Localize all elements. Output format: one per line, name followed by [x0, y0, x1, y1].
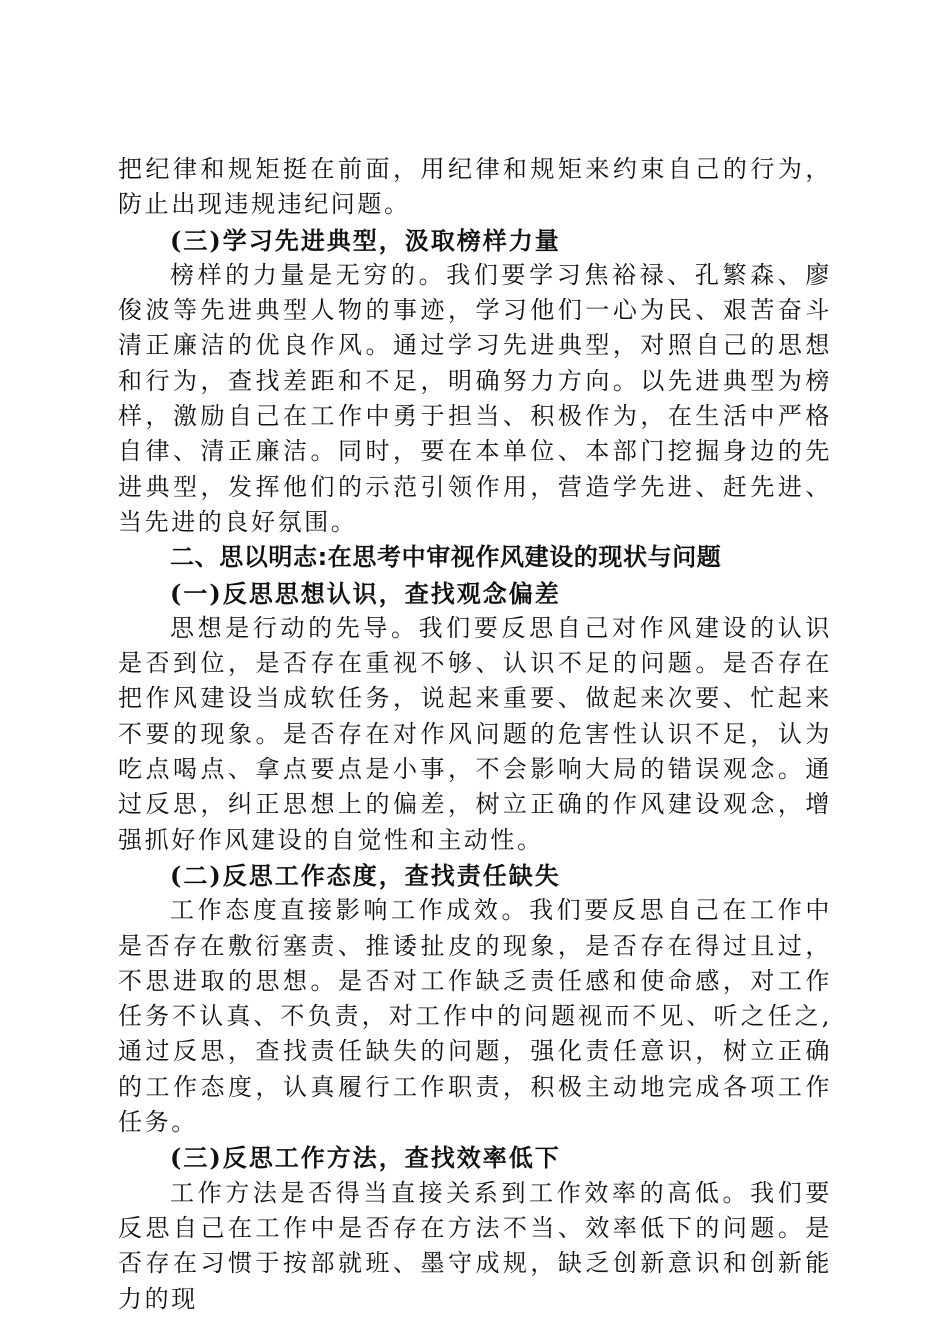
body-paragraph: 工作态度直接影响工作成效。我们要反思自己在工作中是否存在敷衍塞责、推诿扯皮的现象，是否存在得过且过，不思进取的思想。是否对工作缺乏责任感和使命感，对工作任务不认真、不负责，对工作中的问题视而不见、听之任之,通过反思，查找责任缺失的问题，强化责任意识，树立正确的工作态度，认真履行工作职责，积极主动地完成各项工作任务。	[118, 896, 832, 1137]
body-paragraph: 工作方法是否得当直接关系到工作效率的高低。我们要反思自己在工作中是否存在方法不当、效率低下的问题。是否存在习惯于按部就班、墨守成规，缺乏创新意识和创新能力的现	[118, 1178, 832, 1313]
section-subheading: (一)反思思想认识，查找观念偏差	[170, 578, 561, 608]
body-paragraph: 思想是行动的先导。我们要反思自己对作风建设的认识是否到位，是否存在重视不够、认识不足的问题。是否存在把作风建设当成软任务，说起来重要、做起来次要、忙起来不要的现象。是否存在对作风问题的危害性认识不足，认为吃点喝点、拿点要点是小事，不会影响大局的错误观念。通过反思，纠正思想上的偏差，树立正确的作风建设观念，增强抓好作风建设的自觉性和主动性。	[118, 613, 832, 854]
section-subheading: (二)反思工作态度，查找责任缺失	[170, 860, 561, 890]
document-body	[118, 152, 832, 1317]
section-subheading: (三)反思工作方法，查找效率低下	[170, 1143, 561, 1173]
section-heading: 二、思以明志:在思考中审视作风建设的现状与问题	[170, 543, 722, 572]
section-subheading: (三)学习先进典型，汲取榜样力量	[170, 225, 561, 255]
body-paragraph: 把纪律和规矩挺在前面，用纪律和规矩来约束自己的行为，防止出现违规违纪问题。	[118, 155, 832, 219]
body-paragraph: 榜样的力量是无穷的。我们要学习焦裕禄、孔繁森、廖俊波等先进典型人物的事迹，学习他们一心为民、艰苦奋斗清正廉洁的优良作风。通过学习先进典型，对照自己的思想和行为，查找差距和不足，明确努力方向。以先进典型为榜样，激励自己在工作中勇于担当、积极作为，在生活中严格自律、清正廉洁。同时，要在本单位、本部门挖掘身边的先进典型，发挥他们的示范引领作用，营造学先进、赶先进、当先进的良好氛围。	[118, 260, 832, 536]
